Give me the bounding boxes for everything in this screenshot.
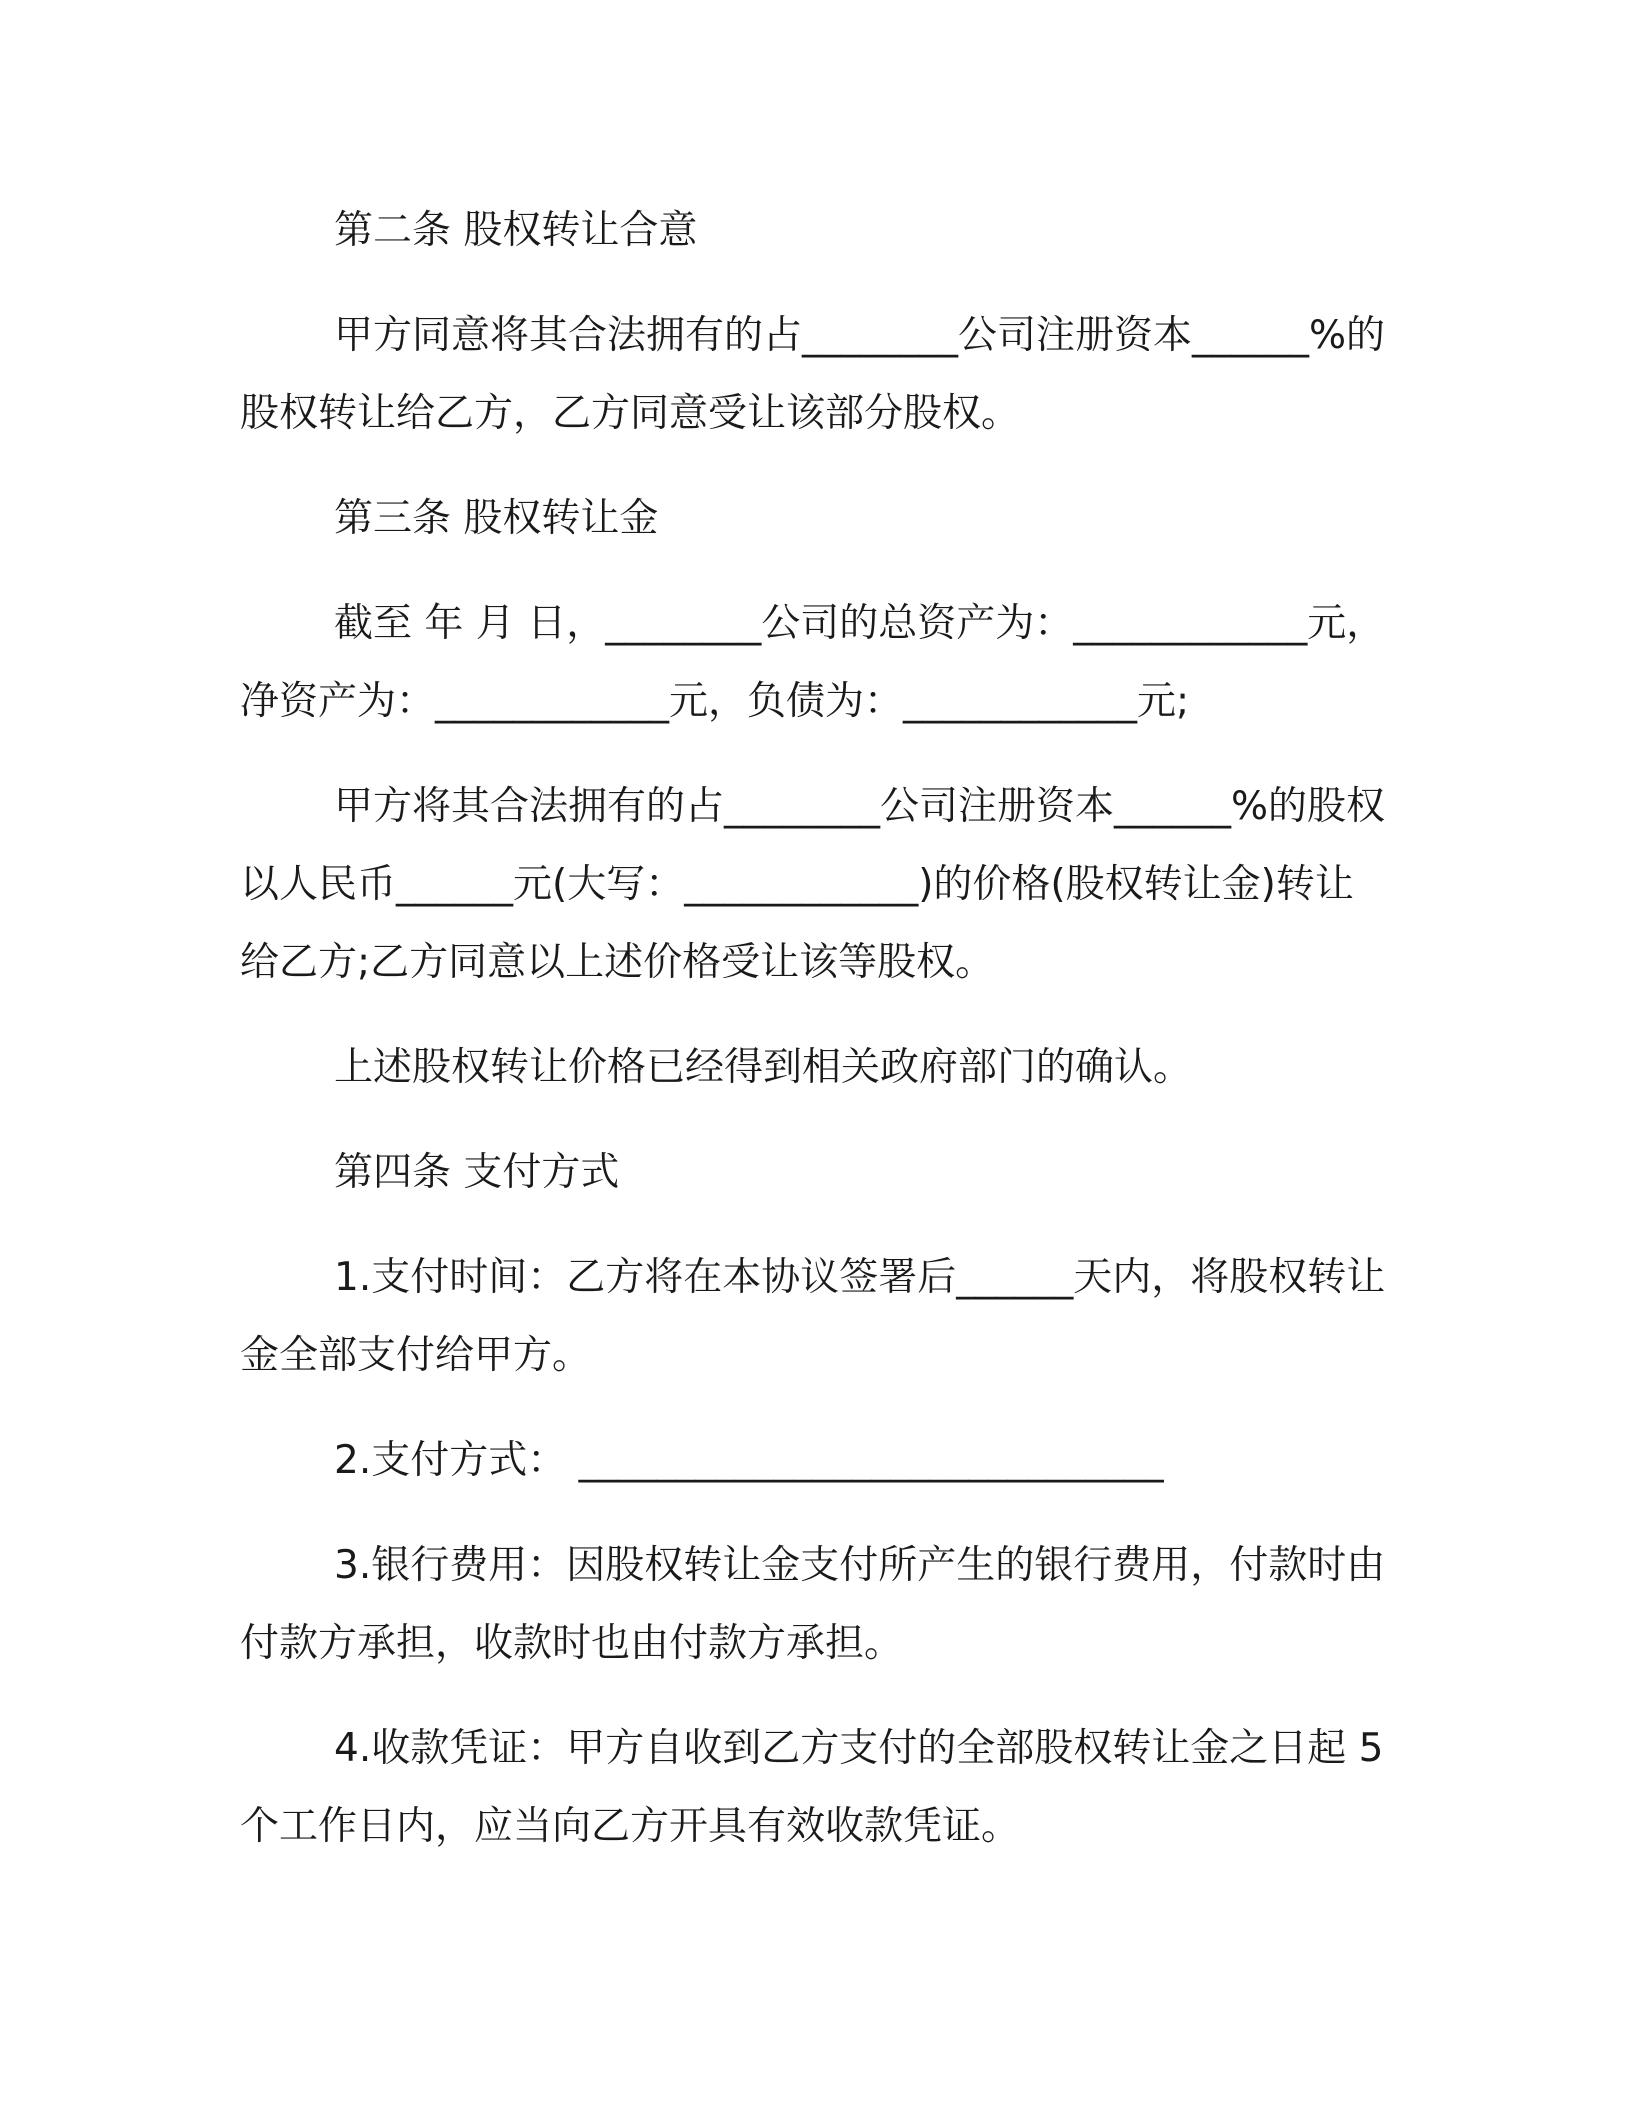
article-3-heading: 第三条 股权转让金	[334, 496, 659, 541]
article-3-assets-clause: 截至 年 月 日，________公司的总资产为：____________元，净资产为：____________元，负债为：____________元;	[240, 601, 1386, 724]
article-3-price-clause: 甲方将其合法拥有的占________公司注册资本______%的股权以人民币______元(大写：____________)的价格(股权转让金)转让给乙方;乙方同意以上述价格受让该等股权。	[240, 784, 1386, 985]
article-2-heading: 第二条 股权转让合意	[334, 208, 698, 253]
document-body	[240, 192, 1396, 1893]
article-2-clause: 甲方同意将其合法拥有的占________公司注册资本______%的股权转让给乙方，乙方同意受让该部分股权。	[240, 313, 1386, 436]
article-3-confirmation: 上述股权转让价格已经得到相关政府部门的确认。	[334, 1045, 1193, 1090]
bank-fee-clause: 3.银行费用：因股权转让金支付所产生的银行费用，付款时由付款方承担，收款时也由付款方承担。	[240, 1543, 1386, 1666]
article-4-heading: 第四条 支付方式	[334, 1150, 620, 1195]
receipt-clause: 4.收款凭证：甲方自收到乙方支付的全部股权转让金之日起 5 个工作日内，应当向乙方开具有效收款凭证。	[240, 1726, 1396, 1849]
payment-time-clause: 1.支付时间：乙方将在本协议签署后______天内，将股权转让金全部支付给甲方。	[240, 1255, 1386, 1378]
payment-method-clause: 2.支付方式： ______________________________	[334, 1438, 1164, 1483]
